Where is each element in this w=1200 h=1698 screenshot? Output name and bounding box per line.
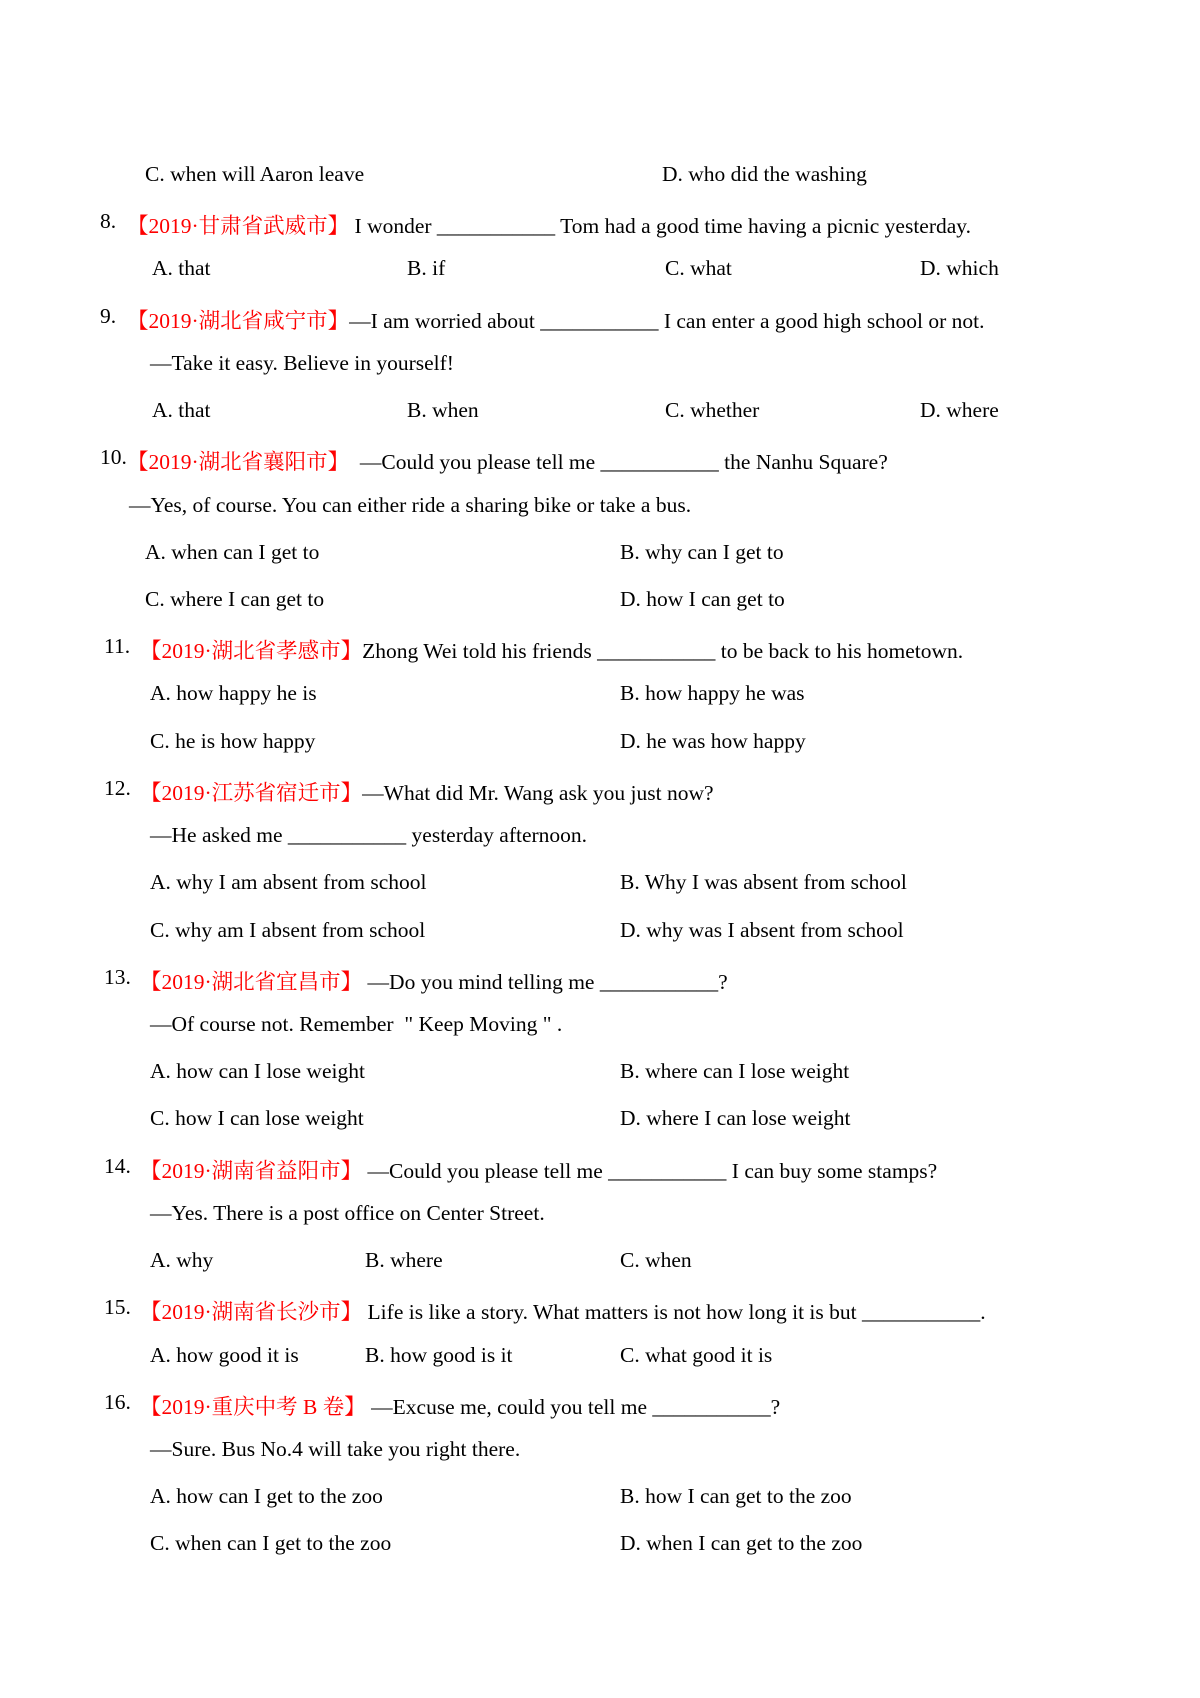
question-number: 15. (104, 1295, 131, 1319)
option-c: C. where I can get to (145, 587, 325, 611)
option-d: D. how I can get to (620, 587, 785, 611)
options-row (0, 729, 1200, 759)
question-source-tag: 【2019·湖南省长沙市】 (140, 1300, 363, 1324)
question-source-tag: 【2019·湖南省益阳市】 (140, 1159, 363, 1183)
reply-text: —Yes. There is a post office on Center Street. (150, 1201, 545, 1225)
reply-text: —Yes, of course. You can either ride a sharing bike or take a bus. (129, 493, 692, 517)
question-stem: —Excuse me, could you tell me ___________? (365, 1395, 781, 1419)
option-c: C. he is how happy (150, 729, 316, 753)
reply-line (0, 351, 1200, 381)
option-d: D. he was how happy (620, 729, 806, 753)
question-source-tag: 【2019·湖北省咸宁市】 (127, 309, 350, 333)
option-a: A. that (152, 256, 211, 280)
option-a: A. how happy he is (150, 681, 317, 705)
option-a: A. that (152, 398, 211, 422)
question-number: 13. (104, 965, 131, 989)
question-stem: —Could you please tell me ___________ the Nanhu Square? (349, 450, 888, 474)
options-row (0, 540, 1200, 570)
question-number: 11. (104, 634, 131, 658)
option-a: A. why I am absent from school (150, 870, 427, 894)
question-number: 10. (100, 445, 127, 469)
question-stem-line (0, 209, 1200, 239)
option-c: C. whether (665, 398, 760, 422)
options-row (0, 1059, 1200, 1089)
question-number: 9. (100, 304, 117, 328)
question-stem: —Do you mind telling me ___________? (362, 970, 728, 994)
option-b: B. Why I was absent from school (620, 870, 907, 894)
options-row (0, 1248, 1200, 1278)
options-row (0, 256, 1200, 286)
question-source-tag: 【2019·湖北省孝感市】 (140, 639, 363, 663)
reply-line (0, 1437, 1200, 1467)
question-source-tag: 【2019·重庆中考 B 卷】 (140, 1395, 366, 1419)
option-b: B. how happy he was (620, 681, 805, 705)
option-d: D. when I can get to the zoo (620, 1531, 863, 1555)
question-stem-line (0, 1295, 1200, 1325)
option-a: A. how good it is (150, 1343, 299, 1367)
option-a: A. why (150, 1248, 214, 1272)
question-source-tag: 【2019·湖北省宜昌市】 (140, 970, 363, 994)
question-number: 8. (100, 209, 117, 233)
question-body (140, 1390, 780, 1421)
question-body (140, 1295, 986, 1326)
option-d: D. where I can lose weight (620, 1106, 851, 1130)
question-stem-line (0, 1154, 1200, 1184)
question-source-tag: 【2019·甘肃省武威市】 (127, 214, 350, 238)
option-c: C. how I can lose weight (150, 1106, 364, 1130)
options-row (0, 1484, 1200, 1514)
question-source-tag: 【2019·江苏省宿迁市】 (140, 781, 363, 805)
option-a: A. how can I get to the zoo (150, 1484, 383, 1508)
reply-text: —Of course not. Remember " Keep Moving " . (150, 1012, 563, 1036)
question-stem: Zhong Wei told his friends ___________ to be back to his hometown. (362, 639, 964, 663)
reply-line (0, 823, 1200, 853)
option-b: B. if (407, 256, 446, 280)
options-row (0, 1343, 1200, 1373)
option-d: D. where (920, 398, 999, 422)
reply-line (0, 1012, 1200, 1042)
question-stem-line (0, 634, 1200, 664)
option-c: C. when can I get to the zoo (150, 1531, 392, 1555)
question-body (127, 209, 971, 240)
reply-line (0, 493, 1200, 523)
options-row (0, 1531, 1200, 1561)
reply-text: —Take it easy. Believe in yourself! (150, 351, 454, 375)
question-body (140, 776, 714, 807)
option-b: B. when (407, 398, 479, 422)
options-row (0, 398, 1200, 428)
question-body (140, 965, 728, 996)
option-b: B. why can I get to (620, 540, 784, 564)
question-body (140, 634, 963, 665)
option-c: C. when (620, 1248, 692, 1272)
question-stem-line (0, 304, 1200, 334)
question-body (127, 445, 888, 476)
question-stem: —I am worried about ___________ I can enter a good high school or not. (349, 309, 985, 333)
option-c: C. what (665, 256, 732, 280)
reply-line (0, 1201, 1200, 1231)
options-row (0, 587, 1200, 617)
prev-question-options-row (0, 162, 1200, 192)
question-body (127, 304, 984, 335)
option-b: B. where (365, 1248, 443, 1272)
options-row (0, 681, 1200, 711)
options-row (0, 1106, 1200, 1136)
option-b: B. how I can get to the zoo (620, 1484, 852, 1508)
question-number: 16. (104, 1390, 131, 1414)
question-stem-line (0, 1390, 1200, 1420)
option-b: B. where can I lose weight (620, 1059, 850, 1083)
options-row (0, 870, 1200, 900)
option-b: B. how good is it (365, 1343, 513, 1367)
option-a: A. when can I get to (145, 540, 320, 564)
option-c: C. what good it is (620, 1343, 773, 1367)
option-c: C. when will Aaron leave (145, 162, 365, 186)
question-stem: I wonder ___________ Tom had a good time having a picnic yesterday. (349, 214, 972, 238)
options-row (0, 918, 1200, 948)
question-number: 12. (104, 776, 131, 800)
question-source-tag: 【2019·湖北省襄阳市】 (127, 450, 350, 474)
option-d: D. who did the washing (662, 162, 867, 186)
question-stem-line (0, 776, 1200, 806)
reply-text: —Sure. Bus No.4 will take you right there. (150, 1437, 521, 1461)
question-stem: Life is like a story. What matters is not how long it is but ___________. (362, 1300, 986, 1324)
option-a: A. how can I lose weight (150, 1059, 365, 1083)
option-d: D. which (920, 256, 999, 280)
question-number: 14. (104, 1154, 131, 1178)
option-d: D. why was I absent from school (620, 918, 904, 942)
option-c: C. why am I absent from school (150, 918, 426, 942)
reply-text: —He asked me ___________ yesterday afternoon. (150, 823, 588, 847)
question-stem: —What did Mr. Wang ask you just now? (362, 781, 714, 805)
question-body (140, 1154, 937, 1185)
question-stem-line (0, 965, 1200, 995)
question-stem-line (0, 445, 1200, 475)
question-stem: —Could you please tell me ___________ I can buy some stamps? (362, 1159, 938, 1183)
